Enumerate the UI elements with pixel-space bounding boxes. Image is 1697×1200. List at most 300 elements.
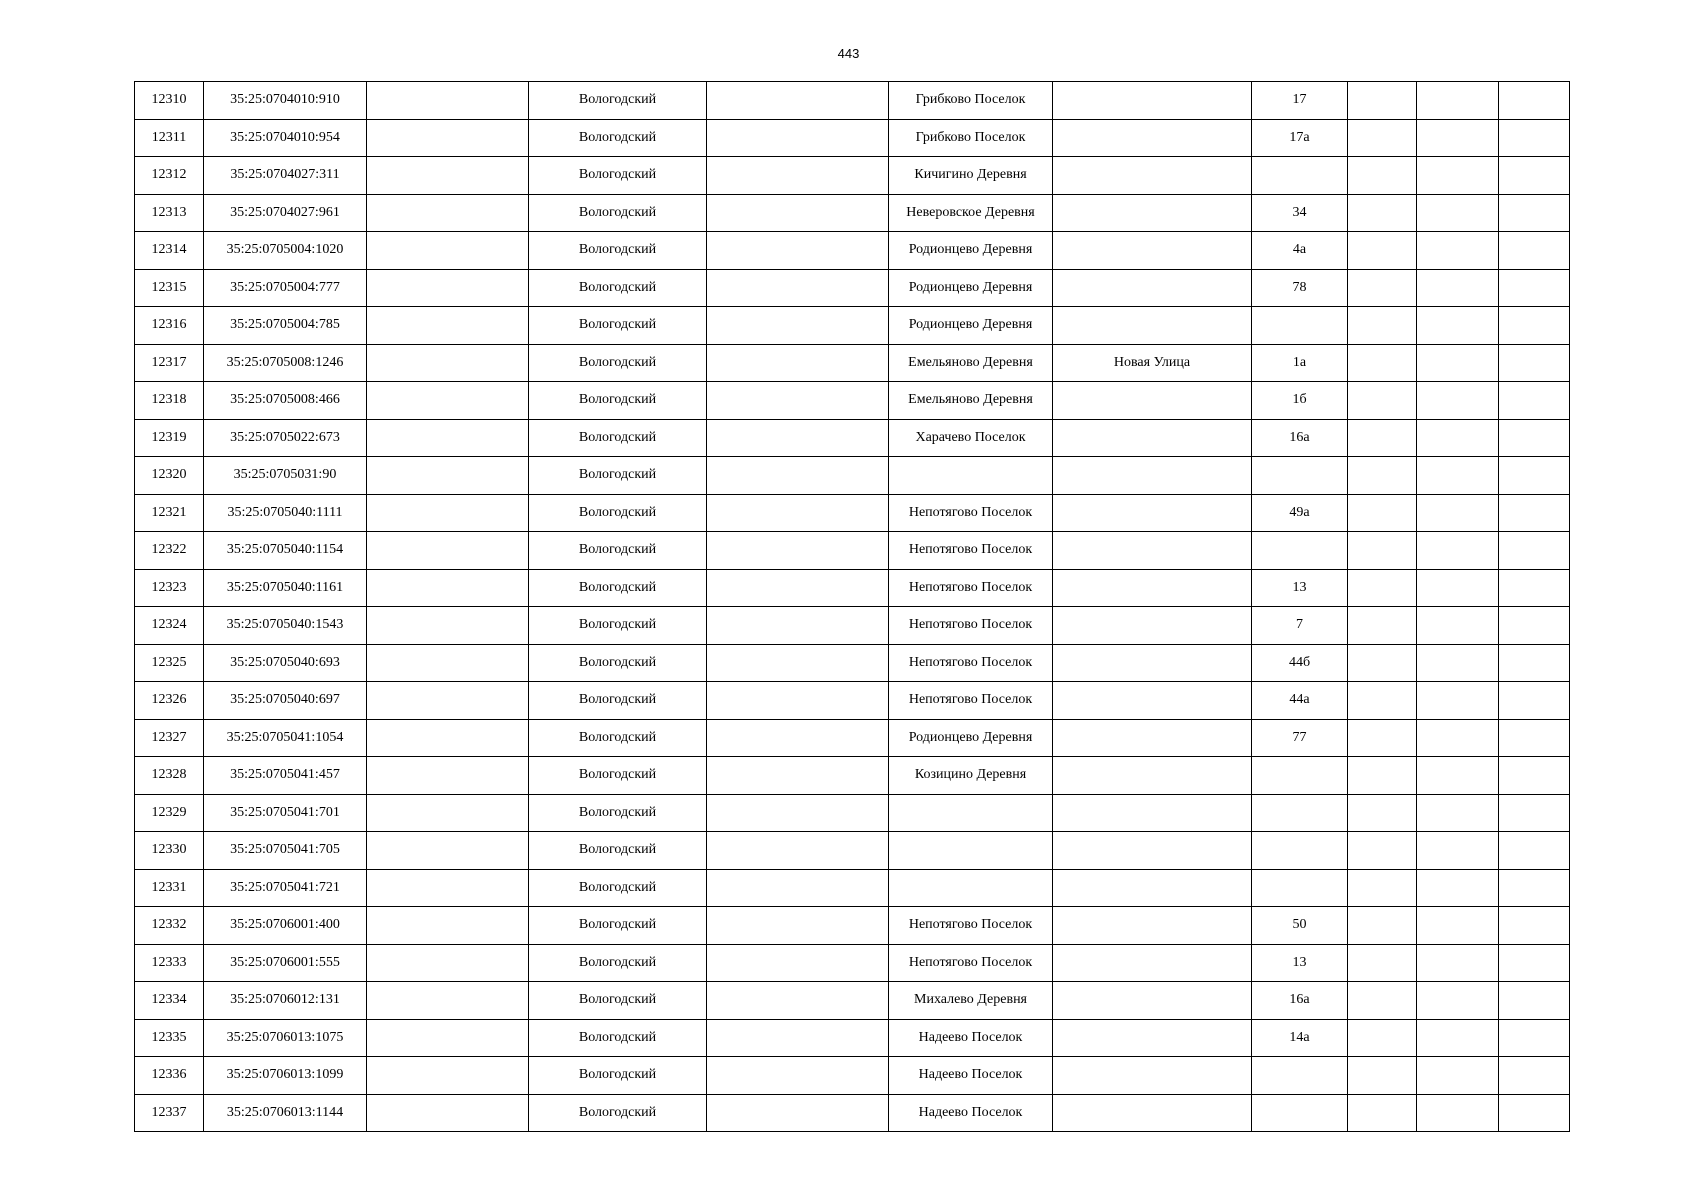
cadastral-number-cell: 35:25:0705040:697: [204, 682, 367, 720]
empty-cell-10: [1417, 119, 1499, 157]
empty-cell-10: [1417, 269, 1499, 307]
street-cell: [1053, 907, 1252, 945]
street-cell: [1053, 1019, 1252, 1057]
table-row: [135, 644, 1570, 682]
settlement-cell: Михалево Деревня: [889, 982, 1053, 1020]
empty-cell-9: [1348, 719, 1417, 757]
settlement-cell: Надеево Поселок: [889, 1057, 1053, 1095]
empty-cell-5: [707, 232, 889, 270]
empty-cell-5: [707, 157, 889, 195]
cadastral-number-cell: 35:25:0705040:1111: [204, 494, 367, 532]
district-cell: Вологодский: [529, 569, 707, 607]
empty-cell-3: [367, 869, 529, 907]
empty-cell-11: [1499, 344, 1570, 382]
settlement-cell: Непотягово Поселок: [889, 644, 1053, 682]
street-cell: [1053, 532, 1252, 570]
table-row: [135, 419, 1570, 457]
empty-cell-9: [1348, 382, 1417, 420]
record-number-cell: 12329: [135, 794, 204, 832]
empty-cell-11: [1499, 607, 1570, 645]
empty-cell-9: [1348, 944, 1417, 982]
record-number-cell: 12324: [135, 607, 204, 645]
district-cell: Вологодский: [529, 194, 707, 232]
table-row: [135, 382, 1570, 420]
house-number-cell: 44б: [1252, 644, 1348, 682]
cadastral-number-cell: 35:25:0706001:400: [204, 907, 367, 945]
empty-cell-11: [1499, 119, 1570, 157]
cadastral-number-cell: 35:25:0704027:961: [204, 194, 367, 232]
settlement-cell: Грибково Поселок: [889, 82, 1053, 120]
empty-cell-9: [1348, 832, 1417, 870]
empty-cell-3: [367, 419, 529, 457]
empty-cell-10: [1417, 794, 1499, 832]
empty-cell-11: [1499, 569, 1570, 607]
district-cell: Вологодский: [529, 607, 707, 645]
street-cell: [1053, 157, 1252, 195]
cadastral-number-cell: 35:25:0706013:1075: [204, 1019, 367, 1057]
settlement-cell: Родионцево Деревня: [889, 719, 1053, 757]
record-number-cell: 12331: [135, 869, 204, 907]
house-number-cell: 13: [1252, 569, 1348, 607]
empty-cell-11: [1499, 232, 1570, 270]
empty-cell-5: [707, 307, 889, 345]
empty-cell-3: [367, 82, 529, 120]
empty-cell-5: [707, 457, 889, 495]
district-cell: Вологодский: [529, 1057, 707, 1095]
empty-cell-5: [707, 869, 889, 907]
empty-cell-3: [367, 119, 529, 157]
empty-cell-3: [367, 344, 529, 382]
district-cell: Вологодский: [529, 719, 707, 757]
empty-cell-11: [1499, 719, 1570, 757]
empty-cell-9: [1348, 494, 1417, 532]
empty-cell-9: [1348, 194, 1417, 232]
district-cell: Вологодский: [529, 644, 707, 682]
empty-cell-10: [1417, 532, 1499, 570]
empty-cell-10: [1417, 419, 1499, 457]
settlement-cell: Родионцево Деревня: [889, 307, 1053, 345]
house-number-cell: [1252, 532, 1348, 570]
empty-cell-10: [1417, 1019, 1499, 1057]
house-number-cell: [1252, 1094, 1348, 1132]
cadastral-number-cell: 35:25:0706001:555: [204, 944, 367, 982]
empty-cell-11: [1499, 532, 1570, 570]
street-cell: [1053, 382, 1252, 420]
street-cell: [1053, 944, 1252, 982]
district-cell: Вологодский: [529, 1019, 707, 1057]
district-cell: Вологодский: [529, 457, 707, 495]
empty-cell-5: [707, 907, 889, 945]
street-cell: [1053, 457, 1252, 495]
empty-cell-10: [1417, 232, 1499, 270]
empty-cell-9: [1348, 757, 1417, 795]
district-cell: Вологодский: [529, 1094, 707, 1132]
district-cell: Вологодский: [529, 869, 707, 907]
empty-cell-11: [1499, 1057, 1570, 1095]
table-row: [135, 569, 1570, 607]
settlement-cell: Непотягово Поселок: [889, 494, 1053, 532]
record-number-cell: 12310: [135, 82, 204, 120]
empty-cell-11: [1499, 307, 1570, 345]
registry-body: [135, 82, 1570, 1132]
cadastral-number-cell: 35:25:0705008:1246: [204, 344, 367, 382]
table-row: [135, 682, 1570, 720]
record-number-cell: 12318: [135, 382, 204, 420]
cadastral-number-cell: 35:25:0706013:1144: [204, 1094, 367, 1132]
street-cell: [1053, 1094, 1252, 1132]
empty-cell-5: [707, 719, 889, 757]
empty-cell-9: [1348, 569, 1417, 607]
empty-cell-10: [1417, 907, 1499, 945]
empty-cell-11: [1499, 269, 1570, 307]
empty-cell-9: [1348, 82, 1417, 120]
cadastral-number-cell: 35:25:0704027:311: [204, 157, 367, 195]
empty-cell-5: [707, 382, 889, 420]
house-number-cell: [1252, 1057, 1348, 1095]
table-row: [135, 194, 1570, 232]
empty-cell-10: [1417, 869, 1499, 907]
table-row: [135, 532, 1570, 570]
house-number-cell: 7: [1252, 607, 1348, 645]
empty-cell-9: [1348, 232, 1417, 270]
district-cell: Вологодский: [529, 419, 707, 457]
house-number-cell: 4а: [1252, 232, 1348, 270]
record-number-cell: 12332: [135, 907, 204, 945]
empty-cell-10: [1417, 82, 1499, 120]
empty-cell-11: [1499, 869, 1570, 907]
empty-cell-3: [367, 494, 529, 532]
street-cell: [1053, 494, 1252, 532]
record-number-cell: 12327: [135, 719, 204, 757]
empty-cell-5: [707, 944, 889, 982]
house-number-cell: 16а: [1252, 982, 1348, 1020]
house-number-cell: 17а: [1252, 119, 1348, 157]
district-cell: Вологодский: [529, 832, 707, 870]
cadastral-number-cell: 35:25:0705031:90: [204, 457, 367, 495]
record-number-cell: 12333: [135, 944, 204, 982]
district-cell: Вологодский: [529, 119, 707, 157]
empty-cell-3: [367, 269, 529, 307]
record-number-cell: 12325: [135, 644, 204, 682]
empty-cell-3: [367, 569, 529, 607]
table-row: [135, 82, 1570, 120]
house-number-cell: [1252, 794, 1348, 832]
house-number-cell: 50: [1252, 907, 1348, 945]
table-row: [135, 157, 1570, 195]
empty-cell-10: [1417, 569, 1499, 607]
street-cell: [1053, 419, 1252, 457]
empty-cell-10: [1417, 457, 1499, 495]
record-number-cell: 12317: [135, 344, 204, 382]
empty-cell-3: [367, 307, 529, 345]
table-row: [135, 307, 1570, 345]
cadastral-number-cell: 35:25:0705040:1543: [204, 607, 367, 645]
settlement-cell: Родионцево Деревня: [889, 232, 1053, 270]
empty-cell-9: [1348, 794, 1417, 832]
empty-cell-11: [1499, 907, 1570, 945]
district-cell: Вологодский: [529, 157, 707, 195]
settlement-cell: [889, 794, 1053, 832]
settlement-cell: [889, 457, 1053, 495]
cadastral-number-cell: 35:25:0705041:457: [204, 757, 367, 795]
cadastral-number-cell: 35:25:0704010:954: [204, 119, 367, 157]
district-cell: Вологодский: [529, 82, 707, 120]
empty-cell-10: [1417, 944, 1499, 982]
street-cell: [1053, 757, 1252, 795]
empty-cell-3: [367, 194, 529, 232]
settlement-cell: Неверовское Деревня: [889, 194, 1053, 232]
table-row: [135, 1019, 1570, 1057]
street-cell: [1053, 569, 1252, 607]
empty-cell-3: [367, 382, 529, 420]
district-cell: Вологодский: [529, 794, 707, 832]
record-number-cell: 12326: [135, 682, 204, 720]
table-row: [135, 982, 1570, 1020]
cadastral-number-cell: 35:25:0705004:1020: [204, 232, 367, 270]
empty-cell-11: [1499, 832, 1570, 870]
record-number-cell: 12320: [135, 457, 204, 495]
empty-cell-5: [707, 832, 889, 870]
empty-cell-5: [707, 1094, 889, 1132]
empty-cell-3: [367, 232, 529, 270]
street-cell: [1053, 119, 1252, 157]
empty-cell-10: [1417, 344, 1499, 382]
empty-cell-3: [367, 1094, 529, 1132]
house-number-cell: 13: [1252, 944, 1348, 982]
empty-cell-9: [1348, 457, 1417, 495]
table-row: [135, 757, 1570, 795]
settlement-cell: Непотягово Поселок: [889, 907, 1053, 945]
settlement-cell: Грибково Поселок: [889, 119, 1053, 157]
empty-cell-9: [1348, 157, 1417, 195]
empty-cell-3: [367, 944, 529, 982]
record-number-cell: 12315: [135, 269, 204, 307]
table-row: [135, 119, 1570, 157]
empty-cell-11: [1499, 682, 1570, 720]
record-number-cell: 12314: [135, 232, 204, 270]
settlement-cell: Кичигино Деревня: [889, 157, 1053, 195]
empty-cell-5: [707, 982, 889, 1020]
street-cell: [1053, 682, 1252, 720]
record-number-cell: 12328: [135, 757, 204, 795]
street-cell: [1053, 644, 1252, 682]
cadastral-number-cell: 35:25:0705004:777: [204, 269, 367, 307]
table-row: [135, 869, 1570, 907]
settlement-cell: Непотягово Поселок: [889, 532, 1053, 570]
empty-cell-5: [707, 269, 889, 307]
house-number-cell: [1252, 757, 1348, 795]
house-number-cell: 49а: [1252, 494, 1348, 532]
street-cell: [1053, 869, 1252, 907]
empty-cell-11: [1499, 1094, 1570, 1132]
house-number-cell: 1б: [1252, 382, 1348, 420]
cadastral-number-cell: 35:25:0705041:705: [204, 832, 367, 870]
settlement-cell: Надеево Поселок: [889, 1094, 1053, 1132]
house-number-cell: 78: [1252, 269, 1348, 307]
street-cell: [1053, 719, 1252, 757]
district-cell: Вологодский: [529, 757, 707, 795]
empty-cell-3: [367, 1057, 529, 1095]
settlement-cell: Емельяново Деревня: [889, 344, 1053, 382]
empty-cell-5: [707, 794, 889, 832]
district-cell: Вологодский: [529, 344, 707, 382]
table-row: [135, 607, 1570, 645]
district-cell: Вологодский: [529, 307, 707, 345]
district-cell: Вологодский: [529, 532, 707, 570]
empty-cell-11: [1499, 382, 1570, 420]
settlement-cell: Непотягово Поселок: [889, 944, 1053, 982]
empty-cell-9: [1348, 269, 1417, 307]
table-row: [135, 269, 1570, 307]
cadastral-number-cell: 35:25:0705004:785: [204, 307, 367, 345]
district-cell: Вологодский: [529, 232, 707, 270]
empty-cell-3: [367, 644, 529, 682]
empty-cell-11: [1499, 794, 1570, 832]
record-number-cell: 12337: [135, 1094, 204, 1132]
record-number-cell: 12322: [135, 532, 204, 570]
empty-cell-3: [367, 757, 529, 795]
empty-cell-3: [367, 832, 529, 870]
empty-cell-5: [707, 1057, 889, 1095]
empty-cell-11: [1499, 757, 1570, 795]
empty-cell-3: [367, 457, 529, 495]
empty-cell-10: [1417, 157, 1499, 195]
empty-cell-11: [1499, 157, 1570, 195]
district-cell: Вологодский: [529, 269, 707, 307]
house-number-cell: 34: [1252, 194, 1348, 232]
district-cell: Вологодский: [529, 982, 707, 1020]
settlement-cell: Надеево Поселок: [889, 1019, 1053, 1057]
table-row: [135, 907, 1570, 945]
empty-cell-9: [1348, 1057, 1417, 1095]
empty-cell-5: [707, 419, 889, 457]
table-row: [135, 944, 1570, 982]
cadastral-number-cell: 35:25:0705041:1054: [204, 719, 367, 757]
street-cell: [1053, 832, 1252, 870]
empty-cell-9: [1348, 119, 1417, 157]
record-number-cell: 12330: [135, 832, 204, 870]
page-number: 443: [837, 46, 860, 61]
street-cell: [1053, 1057, 1252, 1095]
empty-cell-9: [1348, 307, 1417, 345]
empty-cell-5: [707, 532, 889, 570]
settlement-cell: Непотягово Поселок: [889, 569, 1053, 607]
empty-cell-5: [707, 644, 889, 682]
settlement-cell: Непотягово Поселок: [889, 607, 1053, 645]
empty-cell-11: [1499, 982, 1570, 1020]
settlement-cell: Родионцево Деревня: [889, 269, 1053, 307]
empty-cell-10: [1417, 719, 1499, 757]
empty-cell-9: [1348, 907, 1417, 945]
cadastral-number-cell: 35:25:0705041:701: [204, 794, 367, 832]
record-number-cell: 12311: [135, 119, 204, 157]
house-number-cell: [1252, 869, 1348, 907]
settlement-cell: Харачево Поселок: [889, 419, 1053, 457]
empty-cell-3: [367, 532, 529, 570]
empty-cell-5: [707, 569, 889, 607]
street-cell: [1053, 982, 1252, 1020]
street-cell: Новая Улица: [1053, 344, 1252, 382]
street-cell: [1053, 194, 1252, 232]
record-number-cell: 12319: [135, 419, 204, 457]
empty-cell-9: [1348, 532, 1417, 570]
table-row: [135, 494, 1570, 532]
empty-cell-11: [1499, 944, 1570, 982]
empty-cell-3: [367, 1019, 529, 1057]
empty-cell-11: [1499, 494, 1570, 532]
empty-cell-11: [1499, 644, 1570, 682]
settlement-cell: Козицино Деревня: [889, 757, 1053, 795]
cadastral-number-cell: 35:25:0705040:1154: [204, 532, 367, 570]
empty-cell-10: [1417, 644, 1499, 682]
street-cell: [1053, 794, 1252, 832]
record-number-cell: 12313: [135, 194, 204, 232]
house-number-cell: 16а: [1252, 419, 1348, 457]
cadastral-number-cell: 35:25:0704010:910: [204, 82, 367, 120]
house-number-cell: [1252, 307, 1348, 345]
district-cell: Вологодский: [529, 682, 707, 720]
empty-cell-9: [1348, 682, 1417, 720]
house-number-cell: 77: [1252, 719, 1348, 757]
empty-cell-11: [1499, 1019, 1570, 1057]
empty-cell-10: [1417, 1094, 1499, 1132]
empty-cell-3: [367, 157, 529, 195]
house-number-cell: [1252, 457, 1348, 495]
empty-cell-9: [1348, 982, 1417, 1020]
empty-cell-5: [707, 344, 889, 382]
record-number-cell: 12336: [135, 1057, 204, 1095]
empty-cell-10: [1417, 757, 1499, 795]
settlement-cell: [889, 832, 1053, 870]
empty-cell-5: [707, 494, 889, 532]
settlement-cell: [889, 869, 1053, 907]
empty-cell-3: [367, 682, 529, 720]
district-cell: Вологодский: [529, 494, 707, 532]
table-row: [135, 1094, 1570, 1132]
empty-cell-10: [1417, 607, 1499, 645]
record-number-cell: 12321: [135, 494, 204, 532]
empty-cell-3: [367, 982, 529, 1020]
empty-cell-9: [1348, 644, 1417, 682]
table-row: [135, 232, 1570, 270]
settlement-cell: Емельяново Деревня: [889, 382, 1053, 420]
table-row: [135, 719, 1570, 757]
table-row: [135, 344, 1570, 382]
empty-cell-10: [1417, 982, 1499, 1020]
cadastral-number-cell: 35:25:0706012:131: [204, 982, 367, 1020]
empty-cell-9: [1348, 419, 1417, 457]
cadastral-number-cell: 35:25:0705008:466: [204, 382, 367, 420]
street-cell: [1053, 307, 1252, 345]
empty-cell-11: [1499, 457, 1570, 495]
empty-cell-10: [1417, 382, 1499, 420]
empty-cell-5: [707, 1019, 889, 1057]
house-number-cell: [1252, 832, 1348, 870]
table-row: [135, 794, 1570, 832]
table-row: [135, 457, 1570, 495]
empty-cell-3: [367, 794, 529, 832]
empty-cell-11: [1499, 82, 1570, 120]
empty-cell-9: [1348, 607, 1417, 645]
district-cell: Вологодский: [529, 944, 707, 982]
house-number-cell: [1252, 157, 1348, 195]
street-cell: [1053, 607, 1252, 645]
empty-cell-10: [1417, 494, 1499, 532]
table-row: [135, 1057, 1570, 1095]
house-number-cell: 17: [1252, 82, 1348, 120]
cadastral-number-cell: 35:25:0705022:673: [204, 419, 367, 457]
empty-cell-10: [1417, 194, 1499, 232]
